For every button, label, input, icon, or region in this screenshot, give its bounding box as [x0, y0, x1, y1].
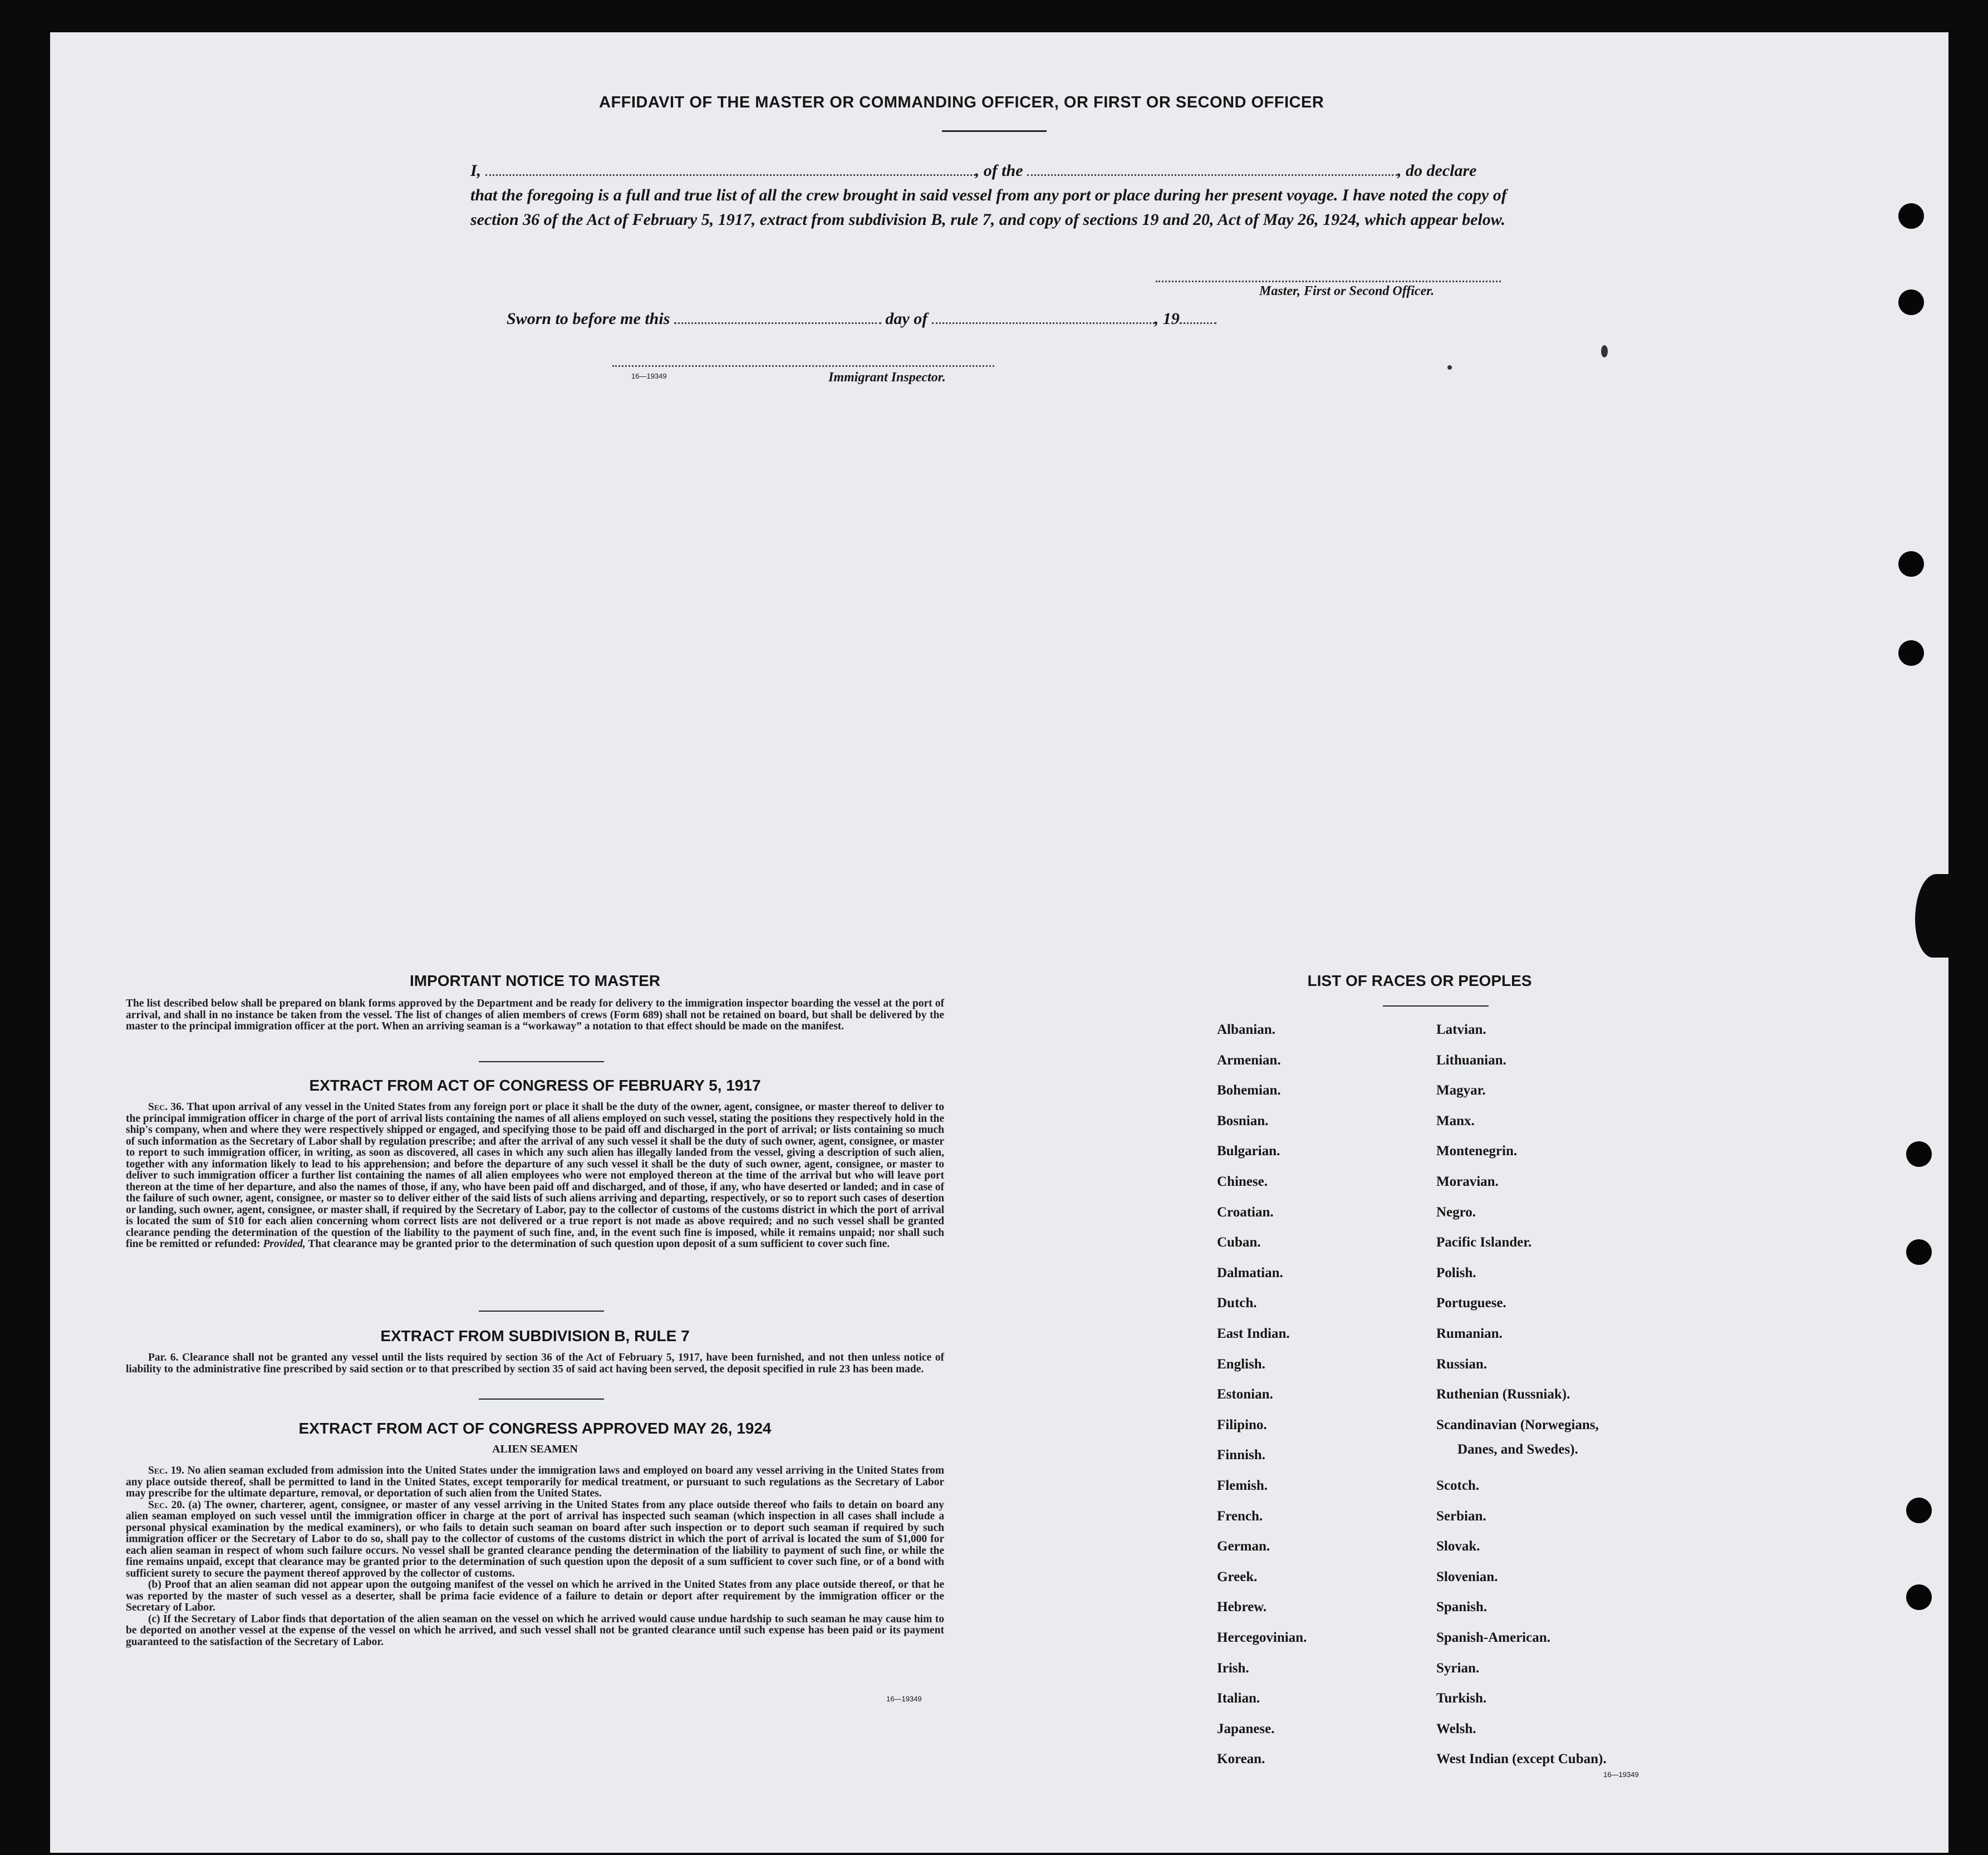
signature-label: Master, First or Second Officer.	[1259, 284, 1435, 298]
affidavit-statement: that the foregoing is a full and true list of all the crew brought in said vessel from any port or place during her present voyage. I have noted the copy of section 36 of the Act of February 5, 1917, extract from subdivision B, rule 7, and copy of sections 19 and 20, Act of May 26, 1924, which appear below.	[470, 186, 1507, 229]
race-item: Serbian.	[1436, 1508, 1486, 1524]
affidavit-body	[470, 159, 1523, 232]
race-item: Estonian.	[1217, 1387, 1273, 1402]
do-declare-label: , do declare	[1397, 161, 1477, 180]
race-item: Portuguese.	[1436, 1295, 1506, 1311]
extract-1917-title: EXTRACT FROM ACT OF CONGRESS OF FEBRUARY 5, 1917	[309, 1077, 761, 1094]
race-item: Scandinavian (Norwegians,	[1436, 1417, 1599, 1432]
binder-hole	[1906, 1584, 1932, 1610]
race-item: Spanish-American.	[1436, 1630, 1550, 1645]
race-item: Spanish.	[1436, 1599, 1488, 1615]
binder-hole	[1898, 551, 1924, 577]
notice-divider	[479, 1061, 604, 1062]
year-blank	[1180, 310, 1216, 324]
race-item: Rumanian.	[1436, 1326, 1503, 1341]
sec20a-paragraph	[126, 1500, 944, 1580]
sec19-body: No alien seaman excluded from admission into the United States under the immigration laws and employed on board any vessel arriving in the United States from any place outside thereof, shall be permitted to land in the United States, except temporarily for medical treatment, or pursuant to such regulations as the Secretary of Labor may prescribe for the ultimate departure, removal, or deportation of such alien from the United States.	[126, 1465, 945, 1499]
race-item: Bosnian.	[1217, 1113, 1269, 1128]
signature-line	[1156, 281, 1501, 282]
ink-speck	[1447, 365, 1452, 370]
sec36-body: That upon arrival of any vessel in the United States from any foreign port or place it shall be the duty of the owner, agent, consignee, or master thereof to deliver to the principal immigration officer in charge of the port of arrival lists containing the names of all aliens employed on such vessel, stating the positions they respectively hold in the ship's company, when and where they were respectively shipped or engaged, and specifying those to be paid off and discharged in the port of arrival; or lists containing so much of such information as the Secretary of Labor shall by regulation prescribe; and after the arrival of any such vessel it shall be the duty of such owner, agent, consignee, or master to report to such immigration officer, in writing, as soon as discovered, all cases in which any such alien has illegally landed from the vessel, giving a description of such alien, together with any information likely to lead to his apprehension; and before the departure of any such vessel it shall be the duty of such owner, agent, consignee, or master to deliver to such immigration officer a further list containing the names of all alien employees who were not employed thereon at the time of the arrival but who will leave port thereon at the time of her departure, and also the names of those, if any, who have been paid off and discharged, and of those, if any, who have deserted or landed; and in case of the failure of such owner, agent, consignee, or master so to deliver either of the said lists of such aliens arriving and departing, respectively, or so to report such cases of desertion or landing, such owner, agent, consignee, or master shall, if required by the Secretary of Labor, pay to the collector of customs of the customs district in which the port of arrival is located the sum of $10 for each alien concerning whom correct lists are not delivered or a true report is not made as above required; and no such vessel shall be granted clearance pending the determination of the question of the liability to the payment of such fine, and, in the event such fine is imposed, while it remains unpaid; nor shall such fine be remitted or refunded:	[126, 1101, 945, 1250]
race-item: East Indian.	[1217, 1326, 1290, 1341]
race-item: Magyar.	[1436, 1083, 1486, 1098]
extract-1917-divider	[479, 1311, 604, 1312]
sec20-label: Sec. 20.	[148, 1499, 185, 1511]
inspector-label: Immigrant Inspector.	[828, 370, 946, 385]
inspector-signature-line	[612, 365, 994, 367]
extract-1924-title: EXTRACT FROM ACT OF CONGRESS APPROVED MAY 26, 1924	[298, 1420, 772, 1437]
race-item: French.	[1217, 1508, 1263, 1524]
race-item: Syrian.	[1436, 1660, 1480, 1676]
race-item: Flemish.	[1217, 1478, 1268, 1493]
sec19-paragraph	[126, 1465, 944, 1500]
binder-hole	[1898, 203, 1924, 229]
alien-seamen-subtitle: ALIEN SEAMEN	[492, 1443, 578, 1455]
race-item: Lithuanian.	[1436, 1052, 1506, 1068]
form-number-top: 16—19349	[631, 372, 667, 380]
affidavit-title: AFFIDAVIT OF THE MASTER OR COMMANDING OFFICER, OR FIRST OR SECOND OFFICER	[599, 94, 1324, 111]
day-of-label: day of	[885, 310, 928, 328]
race-item: Montenegrin.	[1436, 1144, 1518, 1159]
race-item: Russian.	[1436, 1356, 1488, 1372]
race-item: Finnish.	[1217, 1447, 1265, 1463]
month-blank	[932, 310, 1155, 324]
extract-rule7-divider	[479, 1398, 604, 1400]
name-blank	[485, 162, 975, 176]
extract-1924-text	[126, 1465, 944, 1648]
extract-1917-text	[126, 1102, 944, 1250]
races-underline	[1383, 1005, 1489, 1007]
race-item: Ruthenian (Russniak).	[1436, 1387, 1570, 1402]
race-item: Cuban.	[1217, 1235, 1261, 1250]
i-label: I,	[470, 161, 482, 180]
race-item: Greek.	[1217, 1569, 1258, 1584]
year-label: , 19	[1154, 310, 1180, 328]
race-item: Slovak.	[1436, 1539, 1480, 1554]
sec20a-body: (a) The owner, charterer, agent, consignee, or master of any vessel arriving in the United States from any place outside thereof who fails to detain on board any alien seaman employed on such vessel until the immigration officer in charge at the port of arrival has inspected such seaman (which inspection in all cases shall include a personal physical examination by the medical examiners), or who fails to detain such seaman on board after such inspection or to deport such seaman if required by such immigration officer or the Secretary of Labor to do so, shall pay to the collector of customs of the customs district in which the port of arrival is located the sum of $1,000 for each alien seaman in respect of whom such failure occurs. No vessel shall be granted clearance pending the determination of the liability to payment of such fine, or while the fine remains unpaid, except that clearance may be granted prior to the determination of such question upon the deposit of a sum sufficient to cover such fine, or of a bond with sufficient surety to secure the payment thereof approved by the collector of customs.	[126, 1499, 944, 1579]
race-item: Italian.	[1217, 1691, 1260, 1706]
race-item: Dutch.	[1217, 1295, 1257, 1311]
race-item: Croatian.	[1217, 1204, 1274, 1220]
torn-edge	[1915, 874, 1954, 958]
race-item: Bohemian.	[1217, 1083, 1281, 1098]
sworn-label: Sworn to before me this	[507, 310, 670, 328]
ink-speck	[1601, 345, 1608, 357]
provided-label: Provided,	[263, 1238, 306, 1250]
race-item: Moravian.	[1436, 1174, 1499, 1189]
race-item: Filipino.	[1217, 1417, 1267, 1432]
extract-rule7-title: EXTRACT FROM SUBDIVISION B, RULE 7	[380, 1327, 690, 1344]
of-the-label: , of the	[975, 161, 1023, 180]
sec36-end: That clearance may be granted prior to the determination of such question upon deposit of a sum sufficient to cover such fine.	[308, 1238, 890, 1250]
title-underline	[942, 130, 1047, 132]
race-item: Chinese.	[1217, 1174, 1268, 1189]
race-item: Welsh.	[1436, 1721, 1476, 1736]
race-item: Irish.	[1217, 1660, 1249, 1676]
race-item: Albanian.	[1217, 1022, 1275, 1037]
binder-hole	[1906, 1239, 1932, 1265]
race-item: Polish.	[1436, 1265, 1476, 1280]
races-title: LIST OF RACES OR PEOPLES	[1307, 972, 1532, 989]
race-item: Korean.	[1217, 1751, 1265, 1767]
race-item: Hercegovinian.	[1217, 1630, 1307, 1645]
race-item: Hebrew.	[1217, 1599, 1267, 1615]
notice-title: IMPORTANT NOTICE TO MASTER	[409, 972, 661, 989]
race-item: Japanese.	[1217, 1721, 1275, 1736]
race-item: Bulgarian.	[1217, 1144, 1280, 1159]
race-item: Armenian.	[1217, 1052, 1281, 1068]
race-item: Latvian.	[1436, 1022, 1486, 1037]
binder-hole	[1898, 289, 1924, 315]
binder-hole	[1906, 1498, 1932, 1523]
sec36-label: Sec. 36.	[148, 1101, 184, 1113]
race-item: Pacific Islander.	[1436, 1235, 1532, 1250]
race-item: Dalmatian.	[1217, 1265, 1283, 1280]
race-item: Negro.	[1436, 1204, 1476, 1220]
extract-rule7-text: Par. 6. Clearance shall not be granted any vessel until the lists required by section 36 of the Act of February 5, 1917, have been furnished, and not then unless notice of liability to the administrative fine prescribed by said section or to that prescribed by section 35 of said act having been served, the deposit specified in rule 23 has been made.	[126, 1352, 944, 1375]
sec20c-paragraph: (c) If the Secretary of Labor finds that deportation of the alien seaman on the vessel on which he arrived would cause undue hardship to such seaman he may cause him to be deported on another vessel at the expense of the vessel on which he arrived, and such vessel shall not be granted clearance until such expense has been paid or its payment guaranteed to the satisfaction of the Secretary of Labor.	[126, 1613, 944, 1648]
binder-hole	[1906, 1141, 1932, 1167]
notice-text: The list described below shall be prepared on blank forms approved by the Department and be ready for delivery to the immigration inspector boarding the vessel at the port of arrival, and shall in no instance be taken from the vessel. The list of changes of alien members of crews (Form 689) shall not be retained on board, but shall be delivered by the master to the principal immigration officer at the port. When an arriving seaman is a “workaway” a notation to that effect should be made on the manifest.	[126, 998, 944, 1032]
race-item: Slovenian.	[1436, 1569, 1498, 1584]
form-number-bottom-left: 16—19349	[886, 1695, 922, 1703]
sec19-label: Sec. 19.	[148, 1465, 184, 1476]
sec20b-paragraph: (b) Proof that an alien seaman did not appear upon the outgoing manifest of the vessel on which he arrived in the United States from any place outside thereof, or that he was reported by the master of such vessel as a deserter, shall be prima facie evidence of a failure to detain or deport after requirement by the immigration officer or the Secretary of Labor.	[126, 1579, 944, 1613]
race-item: Turkish.	[1436, 1691, 1487, 1706]
day-blank	[674, 310, 881, 324]
vessel-blank	[1027, 162, 1397, 176]
binder-hole	[1898, 640, 1924, 666]
sworn-line	[507, 310, 1216, 328]
race-item: English.	[1217, 1356, 1265, 1372]
race-item-scandinavian-cont: Danes, and Swedes).	[1457, 1442, 1578, 1457]
race-item: Scotch.	[1436, 1478, 1480, 1493]
race-item: German.	[1217, 1539, 1270, 1554]
form-number-bottom-right: 16—19349	[1603, 1770, 1639, 1779]
race-item: West Indian (except Cuban).	[1436, 1751, 1607, 1767]
race-item: Manx.	[1436, 1113, 1475, 1128]
